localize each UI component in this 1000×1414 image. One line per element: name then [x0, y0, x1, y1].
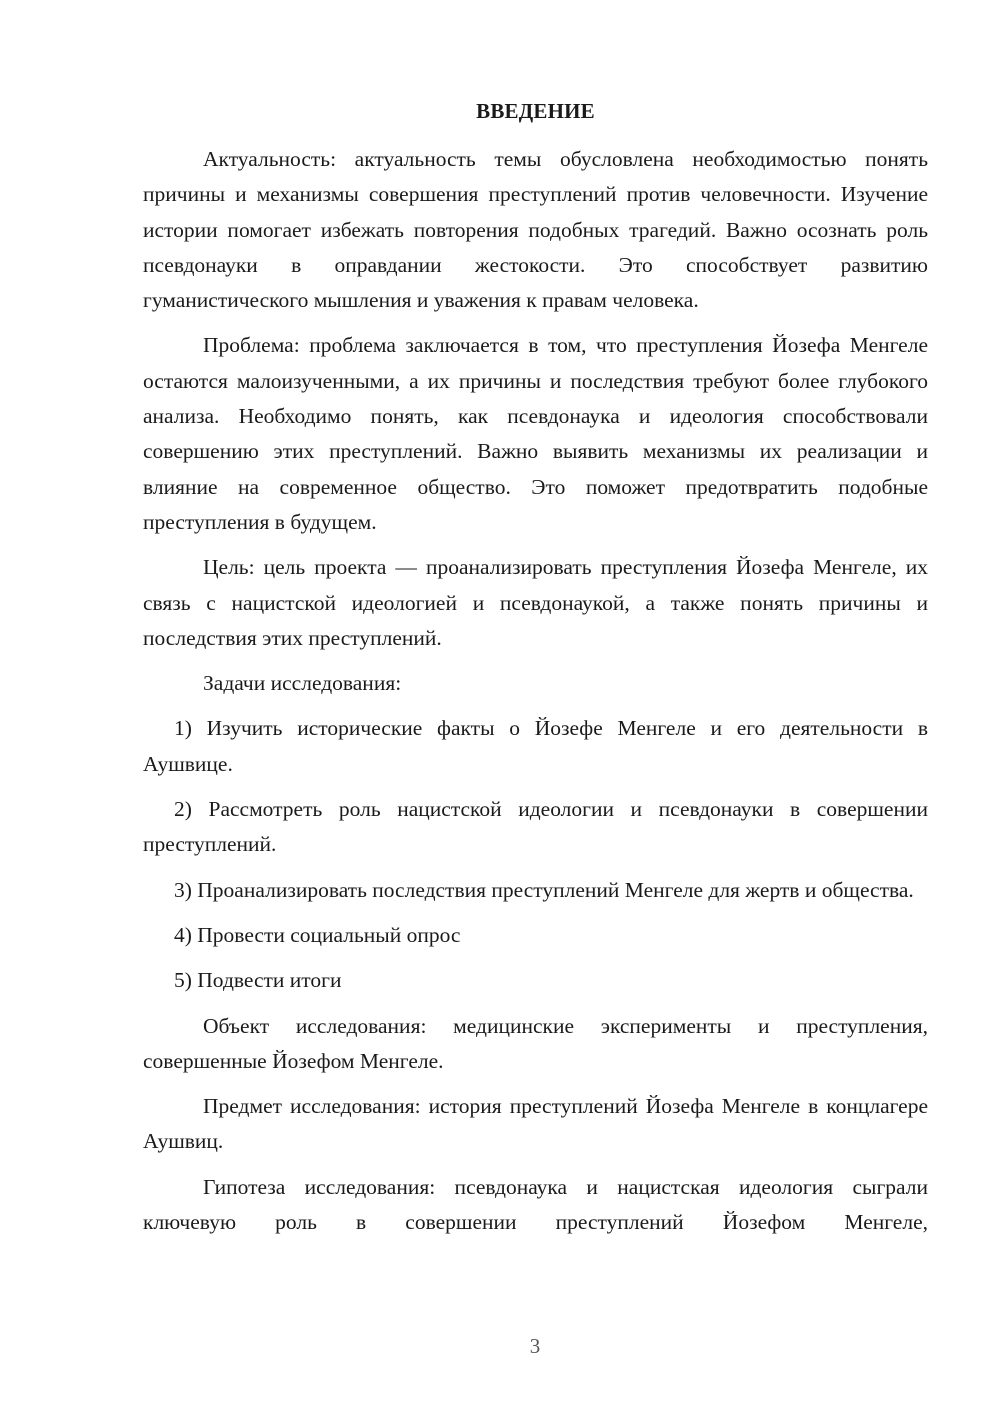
section-heading: ВВЕДЕНИЕ [476, 99, 595, 123]
task-item-2: 2) Рассмотреть роль нацистской идеологии и псевдонауки в совершении преступлений. [143, 797, 928, 857]
task-item-5: 5) Подвести итоги [174, 968, 342, 993]
paragraph-tasks-title: Задачи исследования: [203, 671, 402, 696]
task-item-1: 1) Изучить исторические факты о Йозефе Менгеле и его деятельности в Аушвице. [143, 716, 928, 776]
paragraph-problem: Проблема: проблема заключается в том, что преступления Йозефа Менгеле остаются малоизученными, а их причины и последствия требуют более глубокого анализа. Необходимо понять, как псевдонаука и идеология способствовали совершению этих преступлений. Важно выявить механизмы их реализации и влияние на современное общество. Это поможет предотвратить подобные преступления в будущем. [143, 333, 928, 534]
paragraph-hypothesis: Гипотеза исследования: псевдонаука и нацистская идеология сыграли ключевую роль в совершении преступлений Йозефом Менгеле, [143, 1174, 928, 1235]
task-item-3: 3) Проанализировать последствия преступлений Менгеле для жертв и общества. [174, 877, 914, 902]
paragraph-relevance: Актуальность: актуальность темы обусловлена необходимостью понять причины и механизмы совершения преступлений против человечности. Изучение истории помогает избежать повторения подобных трагедий. Важно осознать роль псевдонауки в оправдании жестокости. Это способствует развитию гуманистического мышления и уважения к правам человека. [143, 147, 928, 313]
document-page [143, 94, 928, 1250]
page-number: 3 [529, 1334, 541, 1358]
paragraph-goal: Цель: цель проекта — проанализировать преступления Йозефа Менгеле, их связь с нацистской идеологией и псевдонаукой, а также понять причины и последствия этих преступлений. [143, 555, 928, 650]
task-item-4: 4) Провести социальный опрос [174, 922, 461, 947]
paragraph-object: Объект исследования: медицинские эксперименты и преступления, совершенные Йозефом Менгеле. [143, 1013, 928, 1073]
paragraph-subject: Предмет исследования: история преступлений Йозефа Менгеле в концлагере Аушвиц. [143, 1094, 928, 1154]
